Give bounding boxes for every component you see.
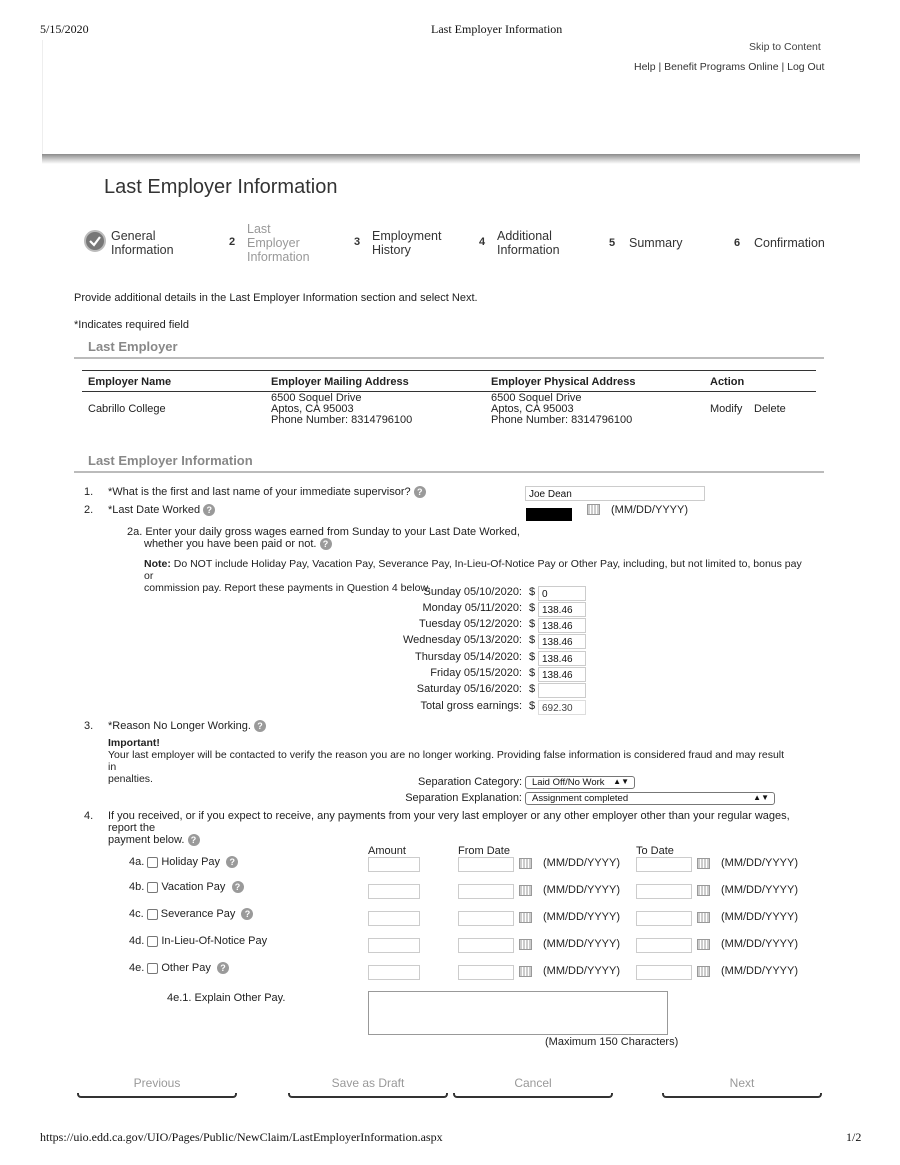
help-icon[interactable]: ? xyxy=(241,908,253,920)
calendar-icon[interactable] xyxy=(587,504,600,515)
max-characters-hint: (Maximum 150 Characters) xyxy=(545,1036,679,1048)
table-header-border xyxy=(82,391,816,392)
q4-number: 4. xyxy=(84,810,94,822)
vacation-amount-input[interactable] xyxy=(368,884,420,899)
currency-symbol: $ xyxy=(529,586,536,598)
date-format-hint: (MM/DD/YYYY) xyxy=(543,965,620,977)
holiday-pay-checkbox[interactable] xyxy=(147,857,158,868)
holiday-from-date-input[interactable] xyxy=(458,857,514,872)
next-button[interactable]: Next xyxy=(662,1076,822,1090)
wage-input-thursday[interactable]: 138.46 xyxy=(538,651,586,666)
help-icon[interactable]: ? xyxy=(203,504,215,516)
holiday-amount-input[interactable] xyxy=(368,857,420,872)
calendar-icon[interactable] xyxy=(519,912,532,923)
col-physical-address: Employer Physical Address xyxy=(491,376,636,388)
in-lieu-of-notice-checkbox[interactable] xyxy=(147,936,158,947)
col-employer-name: Employer Name xyxy=(88,376,172,388)
banner-divider xyxy=(42,154,860,164)
help-icon[interactable]: ? xyxy=(226,856,238,868)
other-amount-input[interactable] xyxy=(368,965,420,980)
currency-symbol: $ xyxy=(529,634,536,646)
col-from-date: From Date xyxy=(458,845,510,857)
last-employer-heading: Last Employer xyxy=(88,339,178,354)
save-as-draft-button[interactable]: Save as Draft xyxy=(288,1076,448,1090)
separation-category-label: Separation Category: xyxy=(418,776,522,788)
help-icon[interactable]: ? xyxy=(414,486,426,498)
vacation-to-date-input[interactable] xyxy=(636,884,692,899)
cancel-button[interactable]: Cancel xyxy=(453,1076,613,1090)
severance-to-date-input[interactable] xyxy=(636,911,692,926)
section-rule xyxy=(74,471,824,473)
wage-input-friday[interactable]: 138.46 xyxy=(538,667,586,682)
col-amount: Amount xyxy=(368,845,406,857)
wage-day-label: Saturday 05/16/2020: xyxy=(416,683,522,695)
q2-label: *Last Date Worked ? xyxy=(108,504,215,516)
calendar-icon[interactable] xyxy=(697,966,710,977)
date-format-hint: (MM/DD/YYYY) xyxy=(543,857,620,869)
in-lieu-amount-input[interactable] xyxy=(368,938,420,953)
print-title: Last Employer Information xyxy=(431,22,563,36)
in-lieu-to-date-input[interactable] xyxy=(636,938,692,953)
step-last-employer-information: 2 Last Employer Information xyxy=(229,222,310,264)
date-format-hint: (MM/DD/YYYY) xyxy=(721,884,798,896)
step-general-information: General Information xyxy=(111,229,174,257)
date-format-hint: (MM/DD/YYYY) xyxy=(721,857,798,869)
explain-other-pay-label: 4e.1. Explain Other Pay. xyxy=(167,992,286,1004)
required-note: *Indicates required field xyxy=(74,319,189,331)
q3-number: 3. xyxy=(84,720,94,732)
col-action: Action xyxy=(710,376,745,388)
section-rule xyxy=(74,357,824,359)
col-to-date: To Date xyxy=(636,845,674,857)
date-format-hint: (MM/DD/YYYY) xyxy=(543,938,620,950)
other-to-date-input[interactable] xyxy=(636,965,692,980)
print-page-number: 1/2 xyxy=(846,1130,862,1144)
calendar-icon[interactable] xyxy=(697,858,710,869)
q2a-note: Note: Do NOT include Holiday Pay, Vacation Pay, Severance Pay, In-Lieu-Of-Notice Pay or Other Pay, including, but not limited to, bonus pay or commission pay. Report these payments in Question 4 below. xyxy=(144,558,802,594)
date-format-hint: (MM/DD/YYYY) xyxy=(721,938,798,950)
currency-symbol: $ xyxy=(529,618,536,630)
print-url: https://uio.edd.ca.gov/UIO/Pages/Public/NewClaim/LastEmployerInformation.aspx xyxy=(40,1130,443,1144)
mailing-address: 6500 Soquel Drive Aptos, CA 95003 Phone Number: 8314796100 xyxy=(271,392,413,426)
important-text: Your last employer will be contacted to verify the reason you are no longer working. Providing false information is considered fraud and may result in penalties. xyxy=(108,749,785,785)
table-top-border xyxy=(82,370,816,371)
currency-symbol: $ xyxy=(529,602,536,614)
other-from-date-input[interactable] xyxy=(458,965,514,980)
help-icon[interactable]: ? xyxy=(217,962,229,974)
currency-symbol: $ xyxy=(529,683,536,695)
payment-row-holiday: 4a. Holiday Pay ? xyxy=(129,856,238,868)
date-format-hint: (MM/DD/YYYY) xyxy=(543,884,620,896)
modify-link[interactable]: Modify xyxy=(710,403,743,415)
step-confirmation: 6 Confirmation xyxy=(734,236,825,250)
help-icon[interactable]: ? xyxy=(254,720,266,732)
wage-day-label: Thursday 05/14/2020: xyxy=(414,651,522,663)
wage-input-wednesday[interactable]: 138.46 xyxy=(538,634,586,649)
calendar-icon[interactable] xyxy=(519,966,532,977)
date-format-hint: (MM/DD/YYYY) xyxy=(543,911,620,923)
other-pay-checkbox[interactable] xyxy=(147,963,158,974)
page-title: Last Employer Information xyxy=(104,176,338,198)
q3-label: *Reason No Longer Working. ? xyxy=(108,720,266,732)
last-date-worked-input[interactable] xyxy=(526,508,572,521)
check-circle-icon xyxy=(84,230,106,252)
physical-address: 6500 Soquel Drive Aptos, CA 95003 Phone Number: 8314796100 xyxy=(491,392,633,426)
supervisor-name-input[interactable]: Joe Dean xyxy=(525,486,705,501)
wage-day-label: Sunday 05/10/2020: xyxy=(423,586,522,598)
wage-day-label: Friday 05/15/2020: xyxy=(430,667,522,679)
help-icon[interactable]: ? xyxy=(232,881,244,893)
wage-input-sunday[interactable]: 0 xyxy=(538,586,586,601)
date-format-hint: (MM/DD/YYYY) xyxy=(721,911,798,923)
delete-link[interactable]: Delete xyxy=(754,403,786,415)
q2-number: 2. xyxy=(84,504,94,516)
payment-row-vacation: 4b. Vacation Pay ? xyxy=(129,881,244,893)
q1-number: 1. xyxy=(84,486,94,498)
separation-category-select[interactable]: Laid Off/No Work ▲▼ xyxy=(525,776,635,789)
intro-text: Provide additional details in the Last Employer Information section and select Next. xyxy=(74,292,478,304)
header-banner xyxy=(42,40,861,156)
wage-input-tuesday[interactable]: 138.46 xyxy=(538,618,586,633)
help-icon[interactable]: ? xyxy=(320,538,332,550)
separation-explanation-select[interactable]: Assignment completed ▲▼ xyxy=(525,792,775,805)
step-summary: 5 Summary xyxy=(609,236,683,250)
wage-day-label: Tuesday 05/12/2020: xyxy=(419,618,522,630)
help-icon[interactable]: ? xyxy=(188,834,200,846)
severance-pay-checkbox[interactable] xyxy=(147,909,158,920)
step-additional-information: 4 Additional Information xyxy=(479,229,560,257)
total-earnings-label: Total gross earnings: xyxy=(420,700,522,712)
calendar-icon[interactable] xyxy=(519,939,532,950)
calendar-icon[interactable] xyxy=(519,885,532,896)
in-lieu-from-date-input[interactable] xyxy=(458,938,514,953)
payment-row-in-lieu-of-notice: 4d. In-Lieu-Of-Notice Pay xyxy=(129,935,268,947)
date-format-hint: (MM/DD/YYYY) xyxy=(721,965,798,977)
payment-row-other: 4e. Other Pay ? xyxy=(129,962,229,974)
holiday-to-date-input[interactable] xyxy=(636,857,692,872)
calendar-icon[interactable] xyxy=(697,885,710,896)
vacation-from-date-input[interactable] xyxy=(458,884,514,899)
wage-input-saturday[interactable] xyxy=(538,683,586,698)
q2-date-format: (MM/DD/YYYY) xyxy=(611,504,688,516)
previous-button[interactable]: Previous xyxy=(77,1076,237,1090)
header-links[interactable]: Help | Benefit Programs Online | Log Out xyxy=(634,61,825,73)
wage-day-label: Wednesday 05/13/2020: xyxy=(402,634,522,646)
print-date: 5/15/2020 xyxy=(40,22,89,36)
q4-label: If you received, or if you expect to receive, any payments from your very last employer or any other employer other than your regular wages, report the payment below. ? xyxy=(108,810,790,846)
important-label: Important! xyxy=(108,737,160,749)
employer-name: Cabrillo College xyxy=(88,403,166,415)
calendar-icon[interactable] xyxy=(519,858,532,869)
col-mailing-address: Employer Mailing Address xyxy=(271,376,409,388)
wage-input-monday[interactable]: 138.46 xyxy=(538,602,586,617)
currency-symbol: $ xyxy=(529,651,536,663)
severance-from-date-input[interactable] xyxy=(458,911,514,926)
severance-amount-input[interactable] xyxy=(368,911,420,926)
currency-symbol: $ xyxy=(529,700,536,712)
calendar-icon[interactable] xyxy=(697,912,710,923)
q2a-label: 2a. Enter your daily gross wages earned from Sunday to your Last Date Worked, whether you have been paid or not. ? xyxy=(127,526,520,550)
q1-label: *What is the first and last name of your immediate supervisor? ? xyxy=(108,486,426,498)
wage-day-label: Monday 05/11/2020: xyxy=(422,602,522,614)
total-earnings-value: 692.30 xyxy=(538,700,586,715)
separation-explanation-label: Separation Explanation: xyxy=(405,792,522,804)
explain-other-pay-textarea[interactable] xyxy=(368,991,668,1035)
currency-symbol: $ xyxy=(529,667,536,679)
step-employment-history: 3 Employment History xyxy=(354,229,442,257)
calendar-icon[interactable] xyxy=(697,939,710,950)
vacation-pay-checkbox[interactable] xyxy=(147,882,158,893)
skip-to-content-link[interactable]: Skip to Content xyxy=(749,41,821,53)
payment-row-severance: 4c. Severance Pay ? xyxy=(129,908,253,920)
last-employer-info-heading: Last Employer Information xyxy=(88,453,253,468)
